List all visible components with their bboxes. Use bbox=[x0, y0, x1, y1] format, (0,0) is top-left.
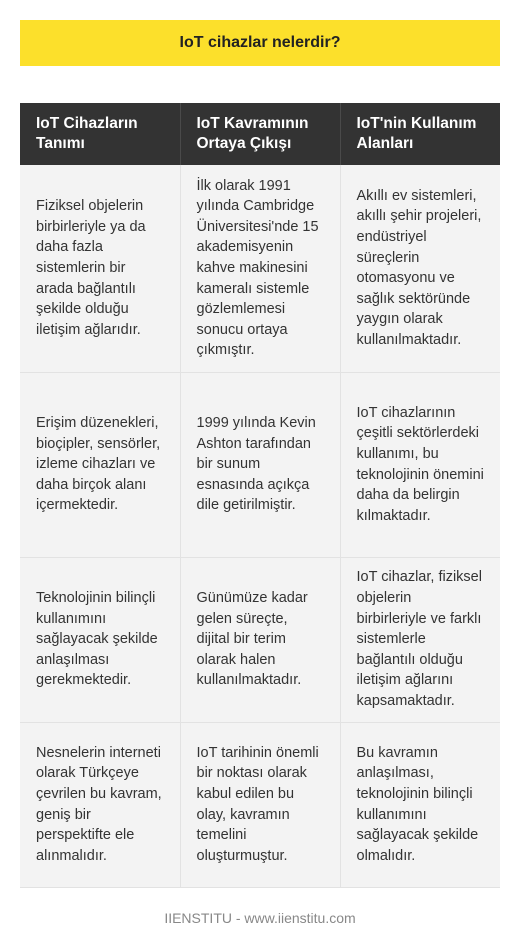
comparison-table bbox=[20, 103, 500, 888]
table-cell: IoT cihazlarının çeşitli sektörlerdeki kullanımı, bu teknolojinin önemini daha da belirgin kılmaktadır. bbox=[340, 372, 500, 557]
table-cell: Teknolojinin bilinçli kullanımını sağlayacak şekilde anlaşılması gerekmektedir. bbox=[20, 557, 180, 722]
table-cell: IoT cihazlar, fiziksel objelerin birbirleriyle ve farklı sistemlerle bağlantılı olduğu iletişim ağlarını kapsamaktadır. bbox=[340, 557, 500, 722]
table-cell: IoT tarihinin önemli bir noktası olarak kabul edilen bu olay, kavramın temelini oluşturmuştur. bbox=[180, 722, 340, 887]
table-cell: Akıllı ev sistemleri, akıllı şehir projeleri, endüstriyel süreçlerin otomasyonu ve sağlık sektöründe yaygın olarak kullanılmaktadır. bbox=[340, 165, 500, 372]
table-row bbox=[20, 557, 500, 722]
column-header: IoT Cihazların Tanımı bbox=[20, 103, 180, 165]
table-cell: Nesnelerin interneti olarak Türkçeye çevrilen bu kavram, geniş bir perspektifte ele alınmalıdır. bbox=[20, 722, 180, 887]
table-row bbox=[20, 372, 500, 557]
table-cell: İlk olarak 1991 yılında Cambridge Üniversitesi'nde 15 akademisyenin kahve makinesini kameralı sistemle gözlemlemesi sonucu ortaya çıkmıştır. bbox=[180, 165, 340, 372]
footer-credit: IIENSTITU - www.iienstitu.com bbox=[164, 910, 356, 926]
column-header: IoT'nin Kullanım Alanları bbox=[340, 103, 500, 165]
table-cell: Fiziksel objelerin birbirleriyle ya da daha fazla sistemlerin bir arada bağlantılı şekilde olduğu iletişim ağlarıdır. bbox=[20, 165, 180, 372]
column-header: IoT Kavramının Ortaya Çıkışı bbox=[180, 103, 340, 165]
table-cell: Erişim düzenekleri, bioçipler, sensörler, izleme cihazları ve daha birçok alanı içermektedir. bbox=[20, 372, 180, 557]
table-row bbox=[20, 722, 500, 887]
title-banner bbox=[20, 20, 500, 66]
table-row bbox=[20, 165, 500, 372]
table-header-row bbox=[20, 103, 500, 165]
page-title: IoT cihazlar nelerdir? bbox=[179, 34, 341, 51]
table-cell: Bu kavramın anlaşılması, teknolojinin bilinçli kullanımını sağlayacak şekilde olmalıdır. bbox=[340, 722, 500, 887]
table-cell: 1999 yılında Kevin Ashton tarafından bir sunum esnasında açıkça dile getirilmiştir. bbox=[180, 372, 340, 557]
table-cell: Günümüze kadar gelen süreçte, dijital bir terim olarak halen kullanılmaktadır. bbox=[180, 557, 340, 722]
